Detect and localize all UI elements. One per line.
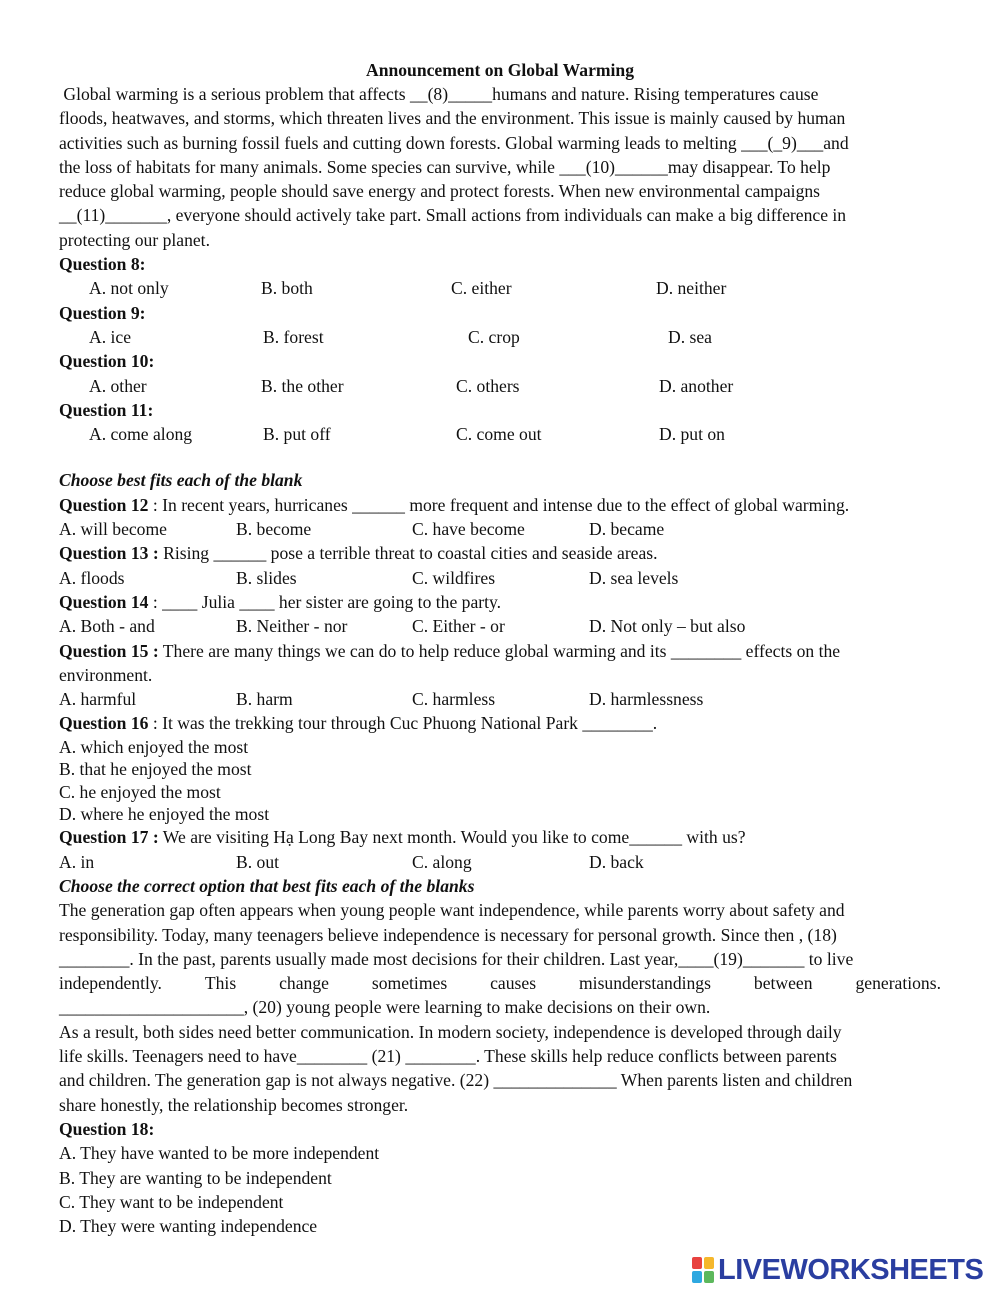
question-15: Question 15 : There are many things we can do to help reduce global warming and its ________ effects on the xyxy=(59,640,841,661)
option-c[interactable]: C. others xyxy=(456,375,520,396)
question-18-label: Question 18: xyxy=(59,1118,155,1139)
passage-line: Global warming is a serious problem that affects __(8)_____humans and nature. Rising temperatures cause xyxy=(59,84,819,104)
passage-line: the loss of habitats for many animals. Some species can survive, while ___(10)______may disappear. To help xyxy=(59,156,831,177)
question-17-options xyxy=(59,850,941,874)
question-14: Question 14 : ____ Julia ____ her sister are going to the party. xyxy=(59,591,502,612)
option-a[interactable]: A. floods xyxy=(59,567,125,588)
passage-line: ________. In the past, parents usually made most decisions for their children. Last year,____(19)_______ to live xyxy=(59,948,854,969)
passage-line: The generation gap often appears when young people want independence, while parents worry about safety and xyxy=(59,900,845,921)
word: This xyxy=(204,973,237,994)
question-9-label: Question 9: xyxy=(59,302,146,323)
question-11-options xyxy=(59,422,941,446)
section-heading: Choose the correct option that best fits each of the blanks xyxy=(59,875,475,896)
question-11-label: Question 11: xyxy=(59,399,154,420)
question-9-options xyxy=(59,325,941,349)
option-c[interactable]: C. he enjoyed the most xyxy=(59,781,221,802)
passage-line: As a result, both sides need better communication. In modern society, independence is developed through daily xyxy=(59,1021,842,1042)
passage-line: __(11)_______, everyone should actively take part. Small actions from individuals can make a big difference in xyxy=(59,205,847,226)
word: generations. xyxy=(855,973,941,994)
option-b[interactable]: B. put off xyxy=(263,424,331,445)
logo-text: LIVEWORKSHEETS xyxy=(718,1253,984,1286)
option-c[interactable]: C. have become xyxy=(412,519,525,540)
liveworksheets-logo xyxy=(692,1255,983,1285)
question-10-label: Question 10: xyxy=(59,351,155,372)
option-d[interactable]: D. harmlessness xyxy=(589,689,704,710)
question-14-options xyxy=(59,614,941,638)
passage-global-warming xyxy=(59,82,941,252)
option-c[interactable]: C. harmless xyxy=(412,689,496,710)
option-a[interactable]: A. which enjoyed the most xyxy=(59,736,249,757)
question-8-label: Question 8: xyxy=(59,254,146,275)
option-c[interactable]: C. wildfires xyxy=(412,567,496,588)
passage-line: responsibility. Today, many teenagers believe independence is necessary for personal growth. Since then , (18) xyxy=(59,924,837,945)
question-13-options xyxy=(59,566,941,590)
passage-line: reduce global warming, people should save energy and protect forests. When new environmental campaigns xyxy=(59,181,821,202)
option-b[interactable]: B. forest xyxy=(263,326,324,347)
option-d[interactable]: D. where he enjoyed the most xyxy=(59,803,270,824)
option-b[interactable]: B. Neither - nor xyxy=(236,616,348,637)
passage-line: activities such as burning fossil fuels and cutting down forests. Global warming leads to melting ___(_9)___and xyxy=(59,132,849,153)
option-a[interactable]: A. ice xyxy=(89,326,132,347)
option-a[interactable]: A. harmful xyxy=(59,689,137,710)
option-d[interactable]: D. neither xyxy=(656,278,727,299)
word: misunderstandings xyxy=(579,973,711,994)
option-d[interactable]: D. put on xyxy=(659,424,725,445)
option-a[interactable]: A. They have wanted to be more independent xyxy=(59,1143,380,1164)
option-b[interactable]: B. slides xyxy=(236,567,297,588)
question-13: Question 13 : Rising ______ pose a terrible threat to coastal cities and seaside areas. xyxy=(59,543,658,564)
word: causes xyxy=(490,973,537,994)
option-d[interactable]: D. sea xyxy=(668,326,712,347)
option-b[interactable]: B. that he enjoyed the most xyxy=(59,759,252,780)
word: sometimes xyxy=(371,973,448,994)
passage-line: share honestly, the relationship becomes stronger. xyxy=(59,1094,409,1115)
word: between xyxy=(753,973,813,994)
option-a[interactable]: A. in xyxy=(59,851,95,872)
question-12-options xyxy=(59,517,941,541)
option-c[interactable]: C. come out xyxy=(456,424,542,445)
option-c[interactable]: C. They want to be independent xyxy=(59,1191,284,1212)
option-a[interactable]: A. come along xyxy=(89,424,193,445)
question-8-options xyxy=(59,276,941,300)
option-a[interactable]: A. will become xyxy=(59,519,167,540)
passage-line xyxy=(59,971,941,995)
question-15-cont: environment. xyxy=(59,664,153,685)
option-b[interactable]: B. the other xyxy=(261,375,344,396)
passage-line: life skills. Teenagers need to have________ (21) ________. These skills help reduce conflicts between parents xyxy=(59,1046,837,1067)
option-d[interactable]: D. back xyxy=(589,851,644,872)
passage-generation-gap xyxy=(59,898,941,1117)
passage-line: and children. The generation gap is not always negative. (22) ______________ When parents listen and children xyxy=(59,1070,853,1091)
option-b[interactable]: B. become xyxy=(236,519,312,540)
option-a[interactable]: A. Both - and xyxy=(59,616,155,637)
worksheet-page xyxy=(59,58,941,1238)
option-c[interactable]: C. along xyxy=(412,851,472,872)
option-b[interactable]: B. both xyxy=(261,278,313,299)
option-c[interactable]: C. either xyxy=(451,278,512,299)
option-a[interactable]: A. not only xyxy=(89,278,169,299)
option-b[interactable]: B. harm xyxy=(236,689,293,710)
question-16: Question 16 : It was the trekking tour through Cuc Phuong National Park ________. xyxy=(59,713,658,734)
option-a[interactable]: A. other xyxy=(89,375,147,396)
section-heading: Choose best fits each of the blank xyxy=(59,470,303,491)
passage-line: _____________________, (20) young people were learning to make decisions on their own. xyxy=(59,997,711,1018)
passage-line: protecting our planet. xyxy=(59,229,210,250)
option-c[interactable]: C. crop xyxy=(468,326,520,347)
question-12: Question 12 : In recent years, hurricanes ______ more frequent and intense due to the effect of global warming. xyxy=(59,494,850,515)
question-17: Question 17 : We are visiting Hạ Long Bay next month. Would you like to come______ with us? xyxy=(59,827,746,848)
option-d[interactable]: D. sea levels xyxy=(589,567,679,588)
option-b[interactable]: B. out xyxy=(236,851,280,872)
word: change xyxy=(279,973,329,994)
question-15-options xyxy=(59,687,941,711)
option-d[interactable]: D. another xyxy=(659,375,734,396)
option-d[interactable]: D. Not only – but also xyxy=(589,616,746,637)
page-title: Announcement on Global Warming xyxy=(365,60,635,80)
option-c[interactable]: C. Either - or xyxy=(412,616,505,637)
question-10-options xyxy=(59,374,941,398)
option-d[interactable]: D. became xyxy=(589,519,665,540)
passage-line: floods, heatwaves, and storms, which threaten lives and the environment. This issue is mainly caused by human xyxy=(59,108,846,129)
option-d[interactable]: D. They were wanting independence xyxy=(59,1216,318,1237)
word: independently. xyxy=(59,973,162,994)
logo-icon xyxy=(692,1257,714,1283)
option-b[interactable]: B. They are wanting to be independent xyxy=(59,1167,332,1188)
